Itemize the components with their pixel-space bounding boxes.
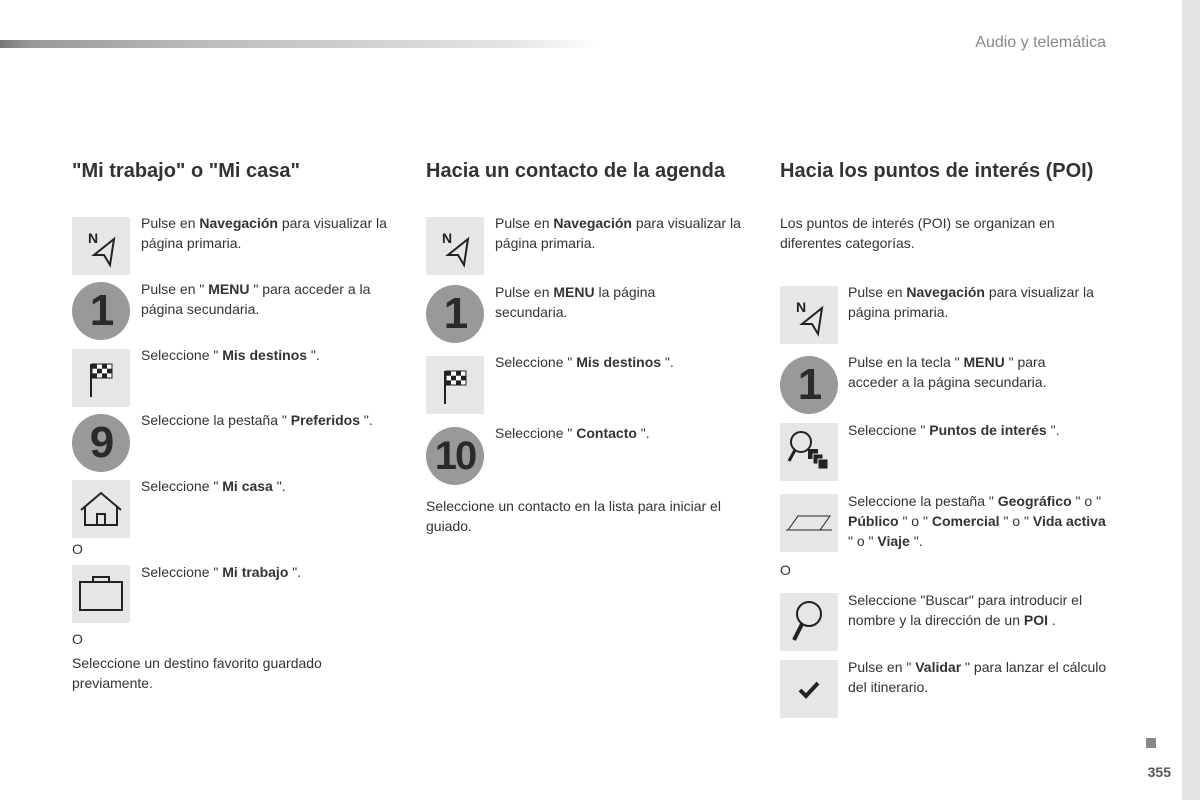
or-separator: O bbox=[72, 541, 83, 557]
home-icon bbox=[72, 480, 130, 538]
step-navegacion: Pulse en Navegación para visualizar la página primaria. bbox=[141, 215, 387, 251]
page-edge-bar bbox=[1182, 0, 1200, 800]
svg-text:N: N bbox=[442, 230, 453, 246]
intro-text: Los puntos de interés (POI) se organizan en diferentes categorías. bbox=[780, 215, 1055, 251]
step-puntos-de-interes: Seleccione " Puntos de interés ". bbox=[848, 422, 1060, 438]
svg-text:N: N bbox=[88, 230, 99, 246]
header-gradient-bar bbox=[0, 40, 600, 48]
search-icon bbox=[780, 593, 838, 651]
step-mi-casa: Seleccione " Mi casa ". bbox=[141, 478, 286, 494]
or-separator: O bbox=[72, 631, 83, 647]
step-mi-trabajo: Seleccione " Mi trabajo ". bbox=[141, 564, 302, 580]
step-number-badge: 1 bbox=[426, 285, 484, 343]
poi-search-icon bbox=[780, 423, 838, 481]
or-separator: O bbox=[780, 562, 791, 578]
page-number: 355 bbox=[1147, 764, 1171, 780]
final-note: Seleccione un contacto en la lista para iniciar el guiado. bbox=[426, 498, 721, 534]
navigation-icon bbox=[780, 286, 838, 344]
column-puntos-de-interes bbox=[780, 160, 1120, 740]
step-number-badge: 1 bbox=[780, 356, 838, 414]
step-navegacion: Pulse en Navegación para visualizar la página primaria. bbox=[848, 284, 1094, 320]
step-pestana-categoria: Seleccione la pestaña " Geográfico " o " Público " o " Comercial " o " Vida activa " o " Viaje ". bbox=[848, 493, 1106, 549]
step-contacto: Seleccione " Contacto ". bbox=[495, 425, 650, 441]
step-preferidos: Seleccione la pestaña " Preferidos ". bbox=[141, 412, 373, 428]
column-title: Hacia los puntos de interés (POI) bbox=[780, 160, 1094, 182]
step-menu: Pulse en la tecla " MENU " para acceder a la página secundaria. bbox=[848, 354, 1047, 390]
navigation-icon bbox=[72, 217, 130, 275]
column-title: Hacia un contacto de la agenda bbox=[426, 160, 725, 182]
step-mis-destinos: Seleccione " Mis destinos ". bbox=[141, 347, 320, 363]
page-marker bbox=[1146, 738, 1156, 748]
briefcase-icon bbox=[72, 565, 130, 623]
svg-text:N: N bbox=[796, 299, 807, 315]
step-number-badge: 1 bbox=[72, 282, 130, 340]
section-title: Audio y telemática bbox=[975, 34, 1106, 51]
checkered-flag-icon bbox=[426, 356, 484, 414]
column-contacto-agenda bbox=[426, 160, 756, 560]
navigation-icon bbox=[426, 217, 484, 275]
step-validar: Pulse en " Validar " para lanzar el cálculo del itinerario. bbox=[848, 659, 1107, 695]
map-tab-icon bbox=[780, 494, 838, 552]
column-title: "Mi trabajo" o "Mi casa" bbox=[72, 160, 300, 182]
checkmark-icon bbox=[780, 660, 838, 718]
step-menu: Pulse en MENU la página secundaria. bbox=[495, 284, 656, 320]
step-navegacion: Pulse en Navegación para visualizar la página primaria. bbox=[495, 215, 741, 251]
step-number-badge: 10 bbox=[426, 427, 484, 485]
step-mis-destinos: Seleccione " Mis destinos ". bbox=[495, 354, 674, 370]
step-menu: Pulse en " MENU " para acceder a la página secundaria. bbox=[141, 281, 371, 317]
step-number-badge: 9 bbox=[72, 414, 130, 472]
final-note: Seleccione un destino favorito guardado previamente. bbox=[72, 655, 322, 691]
checkered-flag-icon bbox=[72, 349, 130, 407]
step-buscar: Seleccione "Buscar" para introducir el nombre y la dirección de un POI . bbox=[848, 592, 1083, 628]
column-mi-trabajo-mi-casa bbox=[72, 160, 402, 720]
